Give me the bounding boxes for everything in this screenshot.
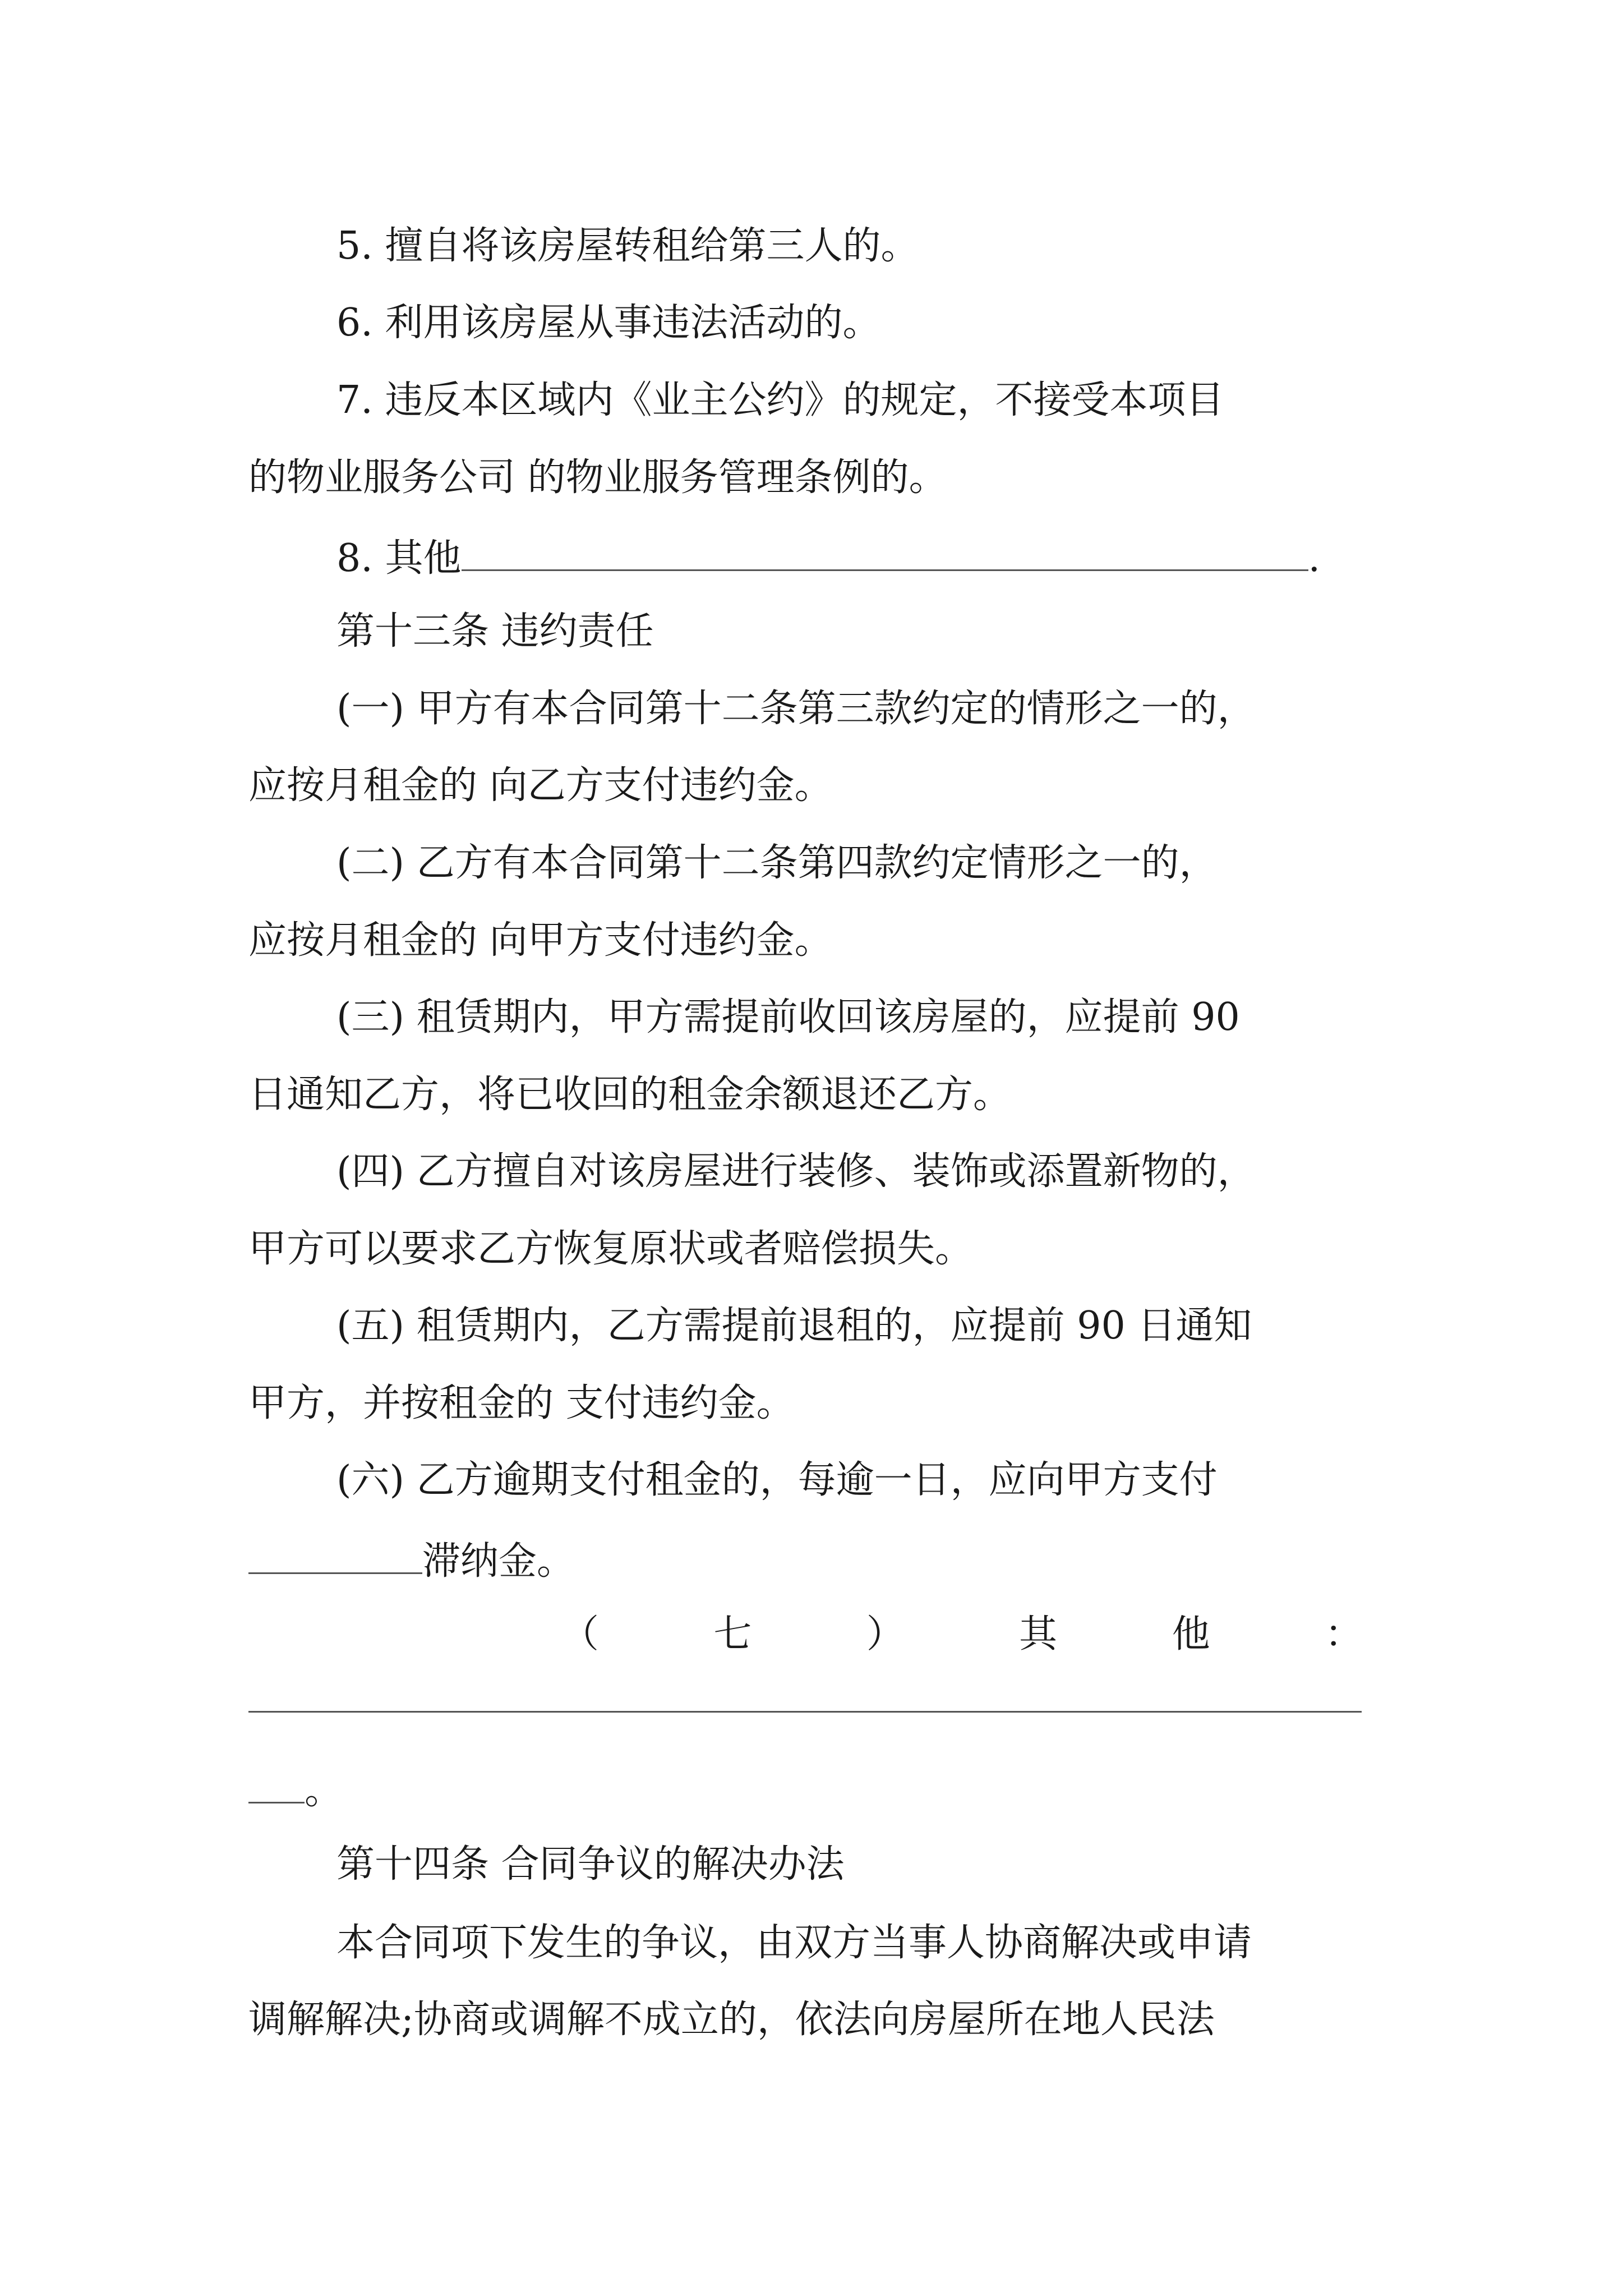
p7-colon: ： — [1324, 1612, 1363, 1657]
p7-number: 七 — [713, 1612, 752, 1657]
article-13-p6-line-1: (六) 乙方逾期支付租金的，每逾一日，应向甲方支付 — [336, 1458, 1218, 1502]
article-13-p6-line-2 — [248, 1539, 575, 1584]
p7-word-qi: 其 — [1019, 1612, 1058, 1657]
clause-7-line-2: 的物业服务公司 的物业服务管理条例的。 — [248, 455, 947, 500]
article-14-line-2: 调解解决;协商或调解不成立的，依法向房屋所在地人民法 — [248, 1998, 1215, 2042]
clause-8-fill-blank — [462, 536, 1308, 571]
article-14-line-1: 本合同项下发生的争议，由双方当事人协商解决或申请 — [336, 1921, 1252, 1965]
article-13-p4-line-1: (四) 乙方擅自对该房屋进行装修、装饰或添置新物的， — [336, 1149, 1256, 1194]
article-13-heading: 第十三条 违约责任 — [336, 609, 654, 654]
p7-end-mark: 。 — [305, 1769, 343, 1813]
article-13-p1-line-2: 应按月租金的 向乙方支付违约金。 — [248, 763, 833, 808]
clause-5: 5. 擅自将该房屋转租给第三人的。 — [336, 224, 919, 268]
clause-6: 6. 利用该房屋从事违法活动的。 — [336, 301, 881, 345]
article-13-p2-line-2: 应按月租金的 向甲方支付违约金。 — [248, 918, 833, 963]
p7-open-paren: （ — [561, 1612, 600, 1657]
article-13-p3-line-2: 日通知乙方，将已收回的租金余额退还乙方。 — [248, 1073, 1012, 1117]
article-13-p7-line — [561, 1612, 1363, 1657]
clause-8-label: 8. 其他 — [336, 536, 462, 581]
late-fee-fill-blank — [248, 1539, 422, 1574]
p7-end-blank — [248, 1768, 305, 1803]
p7-fill-rule — [248, 1711, 1362, 1713]
article-13-p3-line-1: (三) 租赁期内，甲方需提前收回该房屋的，应提前 90 — [336, 995, 1240, 1039]
article-13-p5-line-1: (五) 租赁期内，乙方需提前退租的，应提前 90 日通知 — [336, 1304, 1252, 1348]
clause-8 — [336, 536, 1321, 581]
article-14-heading: 第十四条 合同争议的解决办法 — [336, 1842, 845, 1887]
article-13-p5-line-2: 甲方，并按租金的 支付违约金。 — [248, 1381, 795, 1425]
clause-7-line-1: 7. 违反本区域内《业主公约》的规定，不接受本项目 — [336, 378, 1224, 422]
article-13-p1-line-1: (一) 甲方有本合同第十二条第三款约定的情形之一的， — [336, 687, 1256, 731]
article-13-p4-line-2: 甲方可以要求乙方恢复原状或者赔偿损失。 — [248, 1227, 974, 1271]
article-13-p2-line-1: (二) 乙方有本合同第十二条第四款约定情形之一的， — [336, 841, 1218, 885]
p7-end-line — [248, 1768, 343, 1813]
p7-word-ta: 他 — [1172, 1612, 1210, 1657]
p7-close-paren: ） — [866, 1612, 905, 1657]
clause-8-end: . — [1308, 536, 1321, 581]
late-fee-label: 滞纳金。 — [422, 1539, 575, 1584]
